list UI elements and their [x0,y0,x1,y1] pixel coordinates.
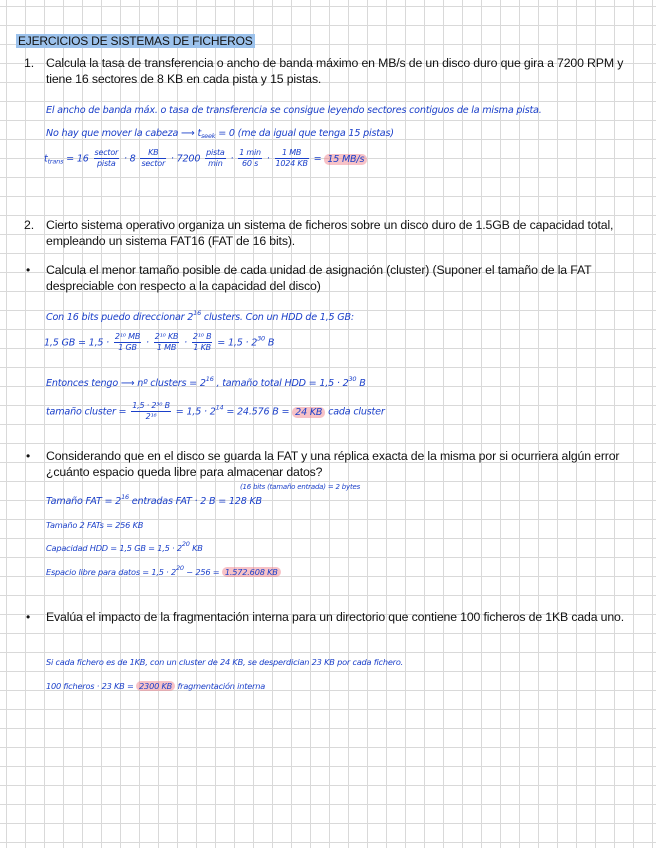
frac-pista-min: $\frac{\text{pista}}{\min}$ [206,148,225,168]
ex2-q1-hw-line-3: Entonces tengo ⟶ nº clusters = $2^{16}$ , tamaño total HDD = $1,5 \cdot 2^{30}$ B [46,375,366,389]
ex2-q2-annotation: (16 bits (tamaño entrada) = 2 bytes [240,483,361,491]
ex2-q3-result-highlight: 2300 KB [136,681,175,691]
calc-dot-2: · 7200 [170,153,201,165]
ex2-question-1: Calcula el menor tamaño posible de cada unidad de asignación (cluster) (Suponer el tamaño de la FAT despreciable con respecto a la capacidad del disco) [46,263,592,293]
calc-dot-3: · [230,153,234,165]
frac-min-s: $\frac{1 \min}{60 s}$ [239,148,261,168]
ex1-calculation [44,148,367,169]
page-title: EJERCICIOS DE SISTEMAS DE FICHEROS [18,34,253,48]
ex1-hw2-text: No hay que mover la cabeza [46,128,179,139]
ex2-q3-hw-line-1: Si cada fichero es de 1KB, con un cluster de 24 KB, se desperdician 23 KB por cada fichero. [46,657,404,667]
calc-dot-1: · 8 [123,153,136,165]
calc-t-sub: trans [47,157,64,166]
ex1-hw2-t: t [197,128,201,139]
arrow-right-icon: ⟶ [181,128,195,139]
bullet-3: • [26,610,31,624]
calc-dot-4: · [266,153,270,165]
exercise-2-number: 2. [24,218,34,232]
ex2-question-2: Considerando que en el disco se guarda la FAT y una réplica exacta de la misma por si ocurriera algún error ¿cuánto espacio queda libre para almacenar datos? [46,449,620,479]
exercise-1-number: 1. [24,56,34,70]
ex2-q2-hw-line-2: Tamaño 2 FATs = 256 KB [46,520,144,530]
frac-b-kb: $\frac{\text{2¹⁰ B}}{1 KB}$ [192,332,212,352]
ex1-hw2-sub: seek [201,132,216,140]
frac-mb-gb: $\frac{\text{2¹⁰ MB}}{1 GB}$ [114,332,141,352]
ex2-q2-hw-line-1: Tamaño FAT = $2^{16}$ entradas FAT · 2 B = 128 KB [46,493,262,507]
bullet-2: • [26,449,31,463]
calc-t: t [44,153,48,165]
exercise-2-statement: Cierto sistema operativo organiza un sistema de ficheros sobre un disco duro de 1.5GB de capacidad total, empleando un sistema FAT16 (FAT de 16 bits). [46,218,614,248]
ex2-question-3: Evalúa el impacto de la fragmentación interna para un directorio que contiene 100 ficheros de 1KB cada uno. [46,610,624,624]
ex2-q1-result-highlight: 24 KB [292,407,325,418]
ex2-q3-hw-line-2: 100 ficheros · 23 KB = 2300 KB fragmentación interna [46,681,266,691]
ex1-hw2-rest: = 0 (me da igual que tenga 15 pistas) [218,128,394,139]
ex2-q2-hw-line-3: Capacidad HDD = 1,5 GB = $1,5 \cdot 2^{20}$ KB [46,540,203,553]
frac-cluster: $\frac{\text{1,5 · 2³⁰ B}}{\text{2¹⁶}}$ [132,401,170,421]
ex2-q2-hw-line-4: Espacio libre para datos = $1,5 \cdot 2^{20} - 256 = 1.572.608$ KB [46,566,281,579]
frac-mb-kb: $\frac{1 MB}{1024 KB}$ [275,148,308,168]
ex2-q1-hw-line-4: tamaño cluster = $\frac{\text{1,5 · 2³⁰ B}}{\text{2¹⁶}}$ = $1,5 \cdot 2^{14} = 24.576$ B = 24 KB cada cluster [46,401,385,421]
frac-sector-pista: $\frac{\text{sector}}{\text{pista}}$ [94,148,119,168]
ex2-q1-hw-line-1: Con 16 bits puedo direccionar $2^{16}$ clusters. Con un HDD de 1,5 GB: [46,309,354,323]
ex2-q1-calculation: 1,5 GB = 1,5 · $\frac{\text{2¹⁰ MB}}{1 GB}$ · $\frac{\text{2¹⁰ KB}}{1 MB}$ · $\frac{\text{2¹⁰ B}}{1 KB}$ = $1,5 \cdot 2^{30}$ B [44,332,275,352]
frac-kb-mb: $\frac{\text{2¹⁰ KB}}{1 MB}$ [154,332,179,352]
ex2-q2-result-highlight: 1.572.608 KB [222,567,281,577]
calc-eq-2: = [313,153,322,165]
calc-eq: = 16 [66,153,89,165]
ex1-result-highlight: 15 MB/s [324,154,367,165]
ex1-handwriting-line-1: El ancho de banda máx. o tasa de transferencia se consigue leyendo sectores contiguos de la misma pista. [46,105,542,116]
frac-kb-sector: $\frac{KB}{\text{sector}}$ [141,148,166,168]
bullet-1: • [26,263,31,277]
exercise-1-statement: Calcula la tasa de transferencia o ancho de banda máximo en MB/s de un disco duro que gira a 7200 RPM y tiene 16 sectores de 8 KB en cada pista y 15 pistas. [46,56,624,86]
ex1-handwriting-line-2 [46,127,394,140]
